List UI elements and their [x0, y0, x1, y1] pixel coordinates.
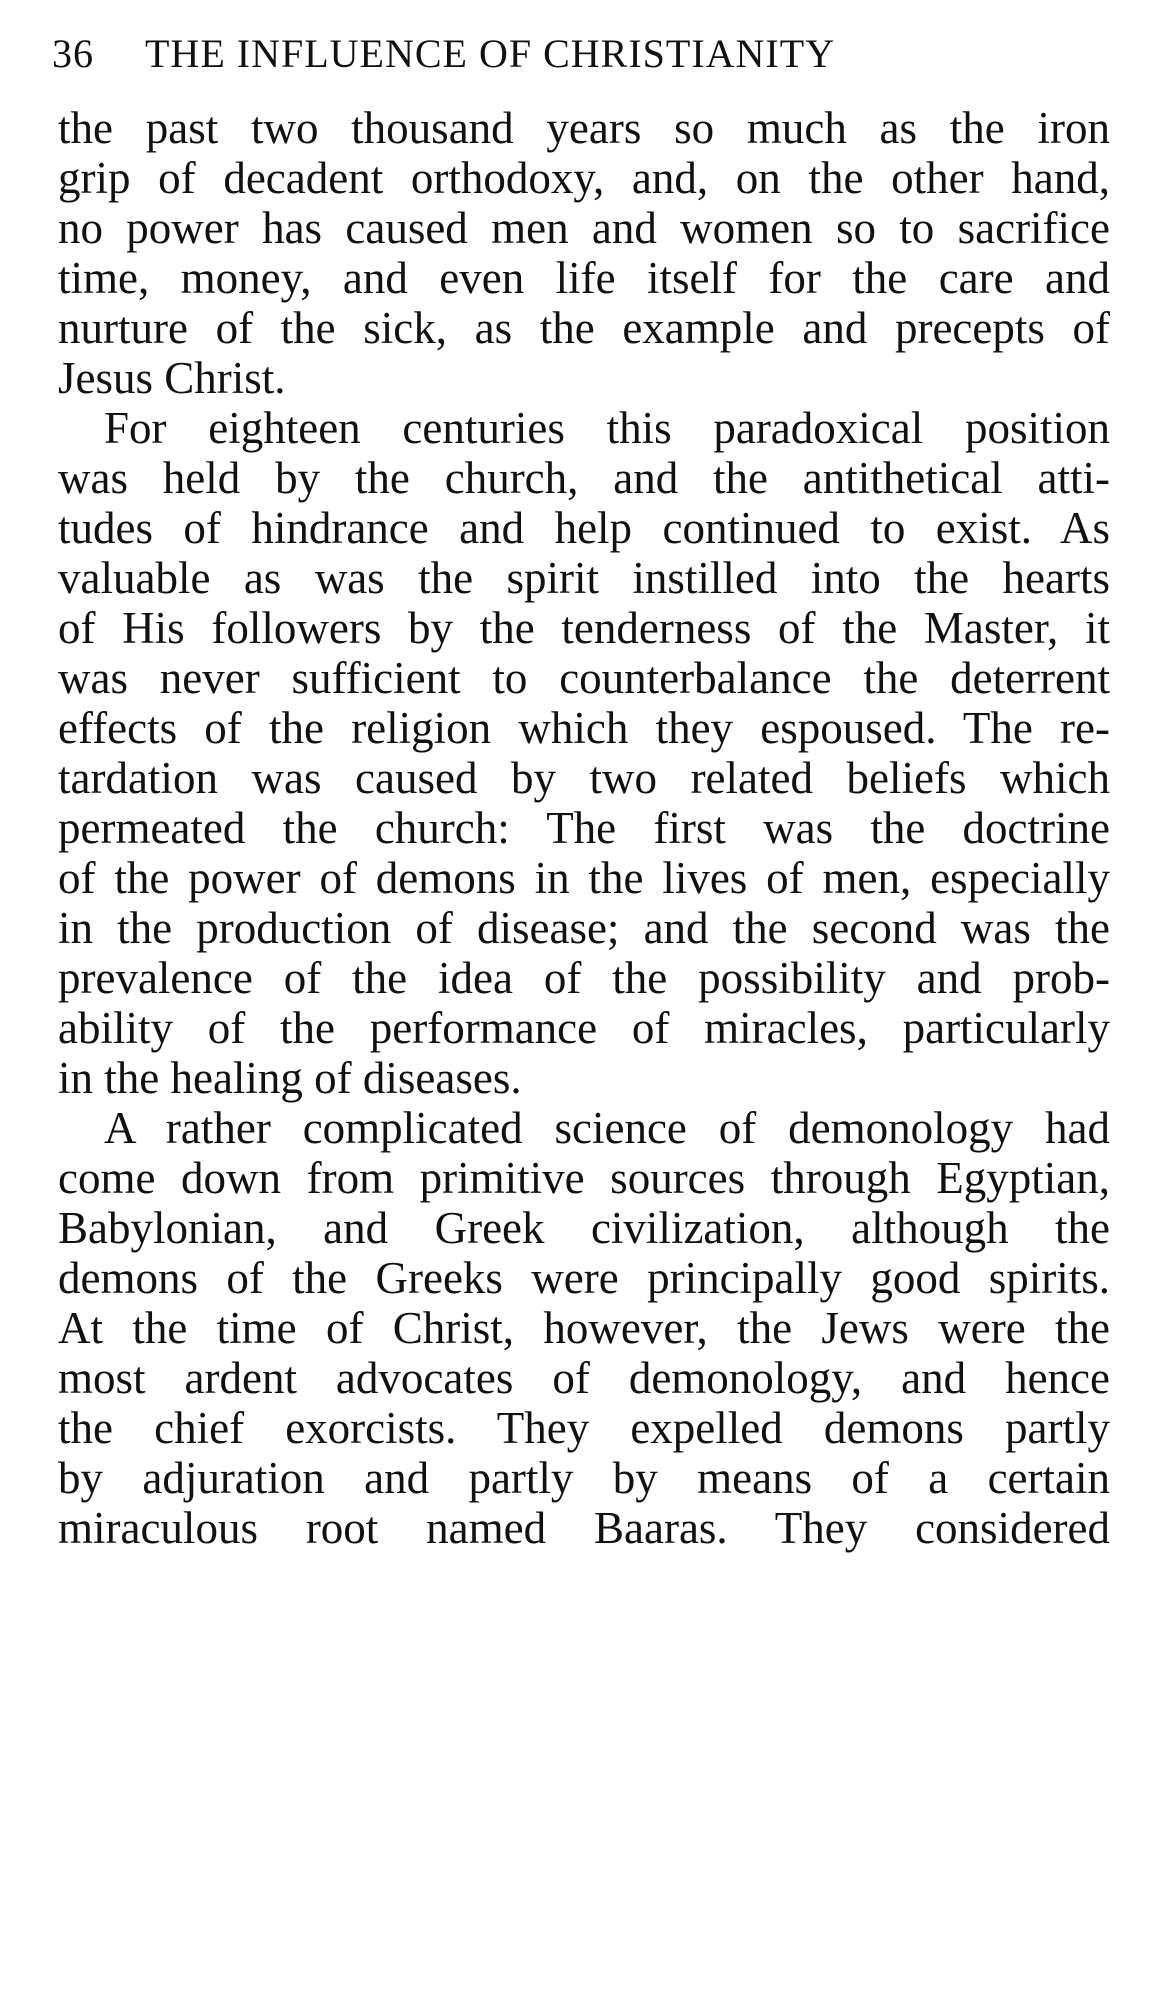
text-line: permeated the church: The first was the doctrine — [58, 803, 1110, 853]
text-line: nurture of the sick, as the example and precepts of — [58, 303, 1110, 353]
text-line: in the healing of diseases. — [58, 1053, 522, 1103]
text-line: valuable as was the spirit instilled into the hearts — [58, 553, 1110, 603]
text-line: prevalence of the idea of the possibility and prob- — [58, 953, 1110, 1003]
text-line: grip of decadent orthodoxy, and, on the other hand, — [58, 153, 1110, 203]
running-head — [52, 30, 1102, 90]
text-line: demons of the Greeks were principally good spirits. — [58, 1253, 1110, 1303]
text-line: of the power of demons in the lives of men, especially — [58, 853, 1110, 903]
text-line: At the time of Christ, however, the Jews were the — [58, 1303, 1110, 1353]
paragraph-first-line: A rather complicated science of demonology had — [104, 1103, 1110, 1153]
text-line: no power has caused men and women so to sacrifice — [58, 203, 1110, 253]
text-line: effects of the religion which they espoused. The re- — [58, 703, 1110, 753]
text-line: tudes of hindrance and help continued to exist. As — [58, 503, 1110, 553]
page-number: 36 — [52, 31, 94, 76]
text-line: most ardent advocates of demonology, and hence — [58, 1353, 1110, 1403]
text-line: Jesus Christ. — [58, 353, 286, 403]
text-line: in the production of disease; and the second was the — [58, 903, 1110, 953]
text-line: was never sufficient to counterbalance the deterrent — [58, 653, 1110, 703]
text-line: of His followers by the tenderness of the Master, it — [58, 603, 1110, 653]
text-line: the chief exorcists. They expelled demons partly — [58, 1403, 1110, 1453]
text-line: time, money, and even life itself for the care and — [58, 253, 1110, 303]
text-line: was held by the church, and the antithetical atti- — [58, 453, 1110, 503]
text-line: ability of the performance of miracles, particularly — [58, 1003, 1110, 1053]
paragraph-first-line: For eighteen centuries this paradoxical position — [104, 403, 1110, 453]
text-line: miraculous root named Baaras. They considered — [58, 1503, 1110, 1553]
text-line: Babylonian, and Greek civilization, although the — [58, 1203, 1110, 1253]
text-line: the past two thousand years so much as the iron — [58, 103, 1110, 153]
running-title: THE INFLUENCE OF CHRISTIANITY — [145, 31, 836, 76]
text-line: tardation was caused by two related beliefs which — [58, 753, 1110, 803]
text-line: come down from primitive sources through Egyptian, — [58, 1153, 1110, 1203]
text-line: by adjuration and partly by means of a certain — [58, 1453, 1110, 1503]
